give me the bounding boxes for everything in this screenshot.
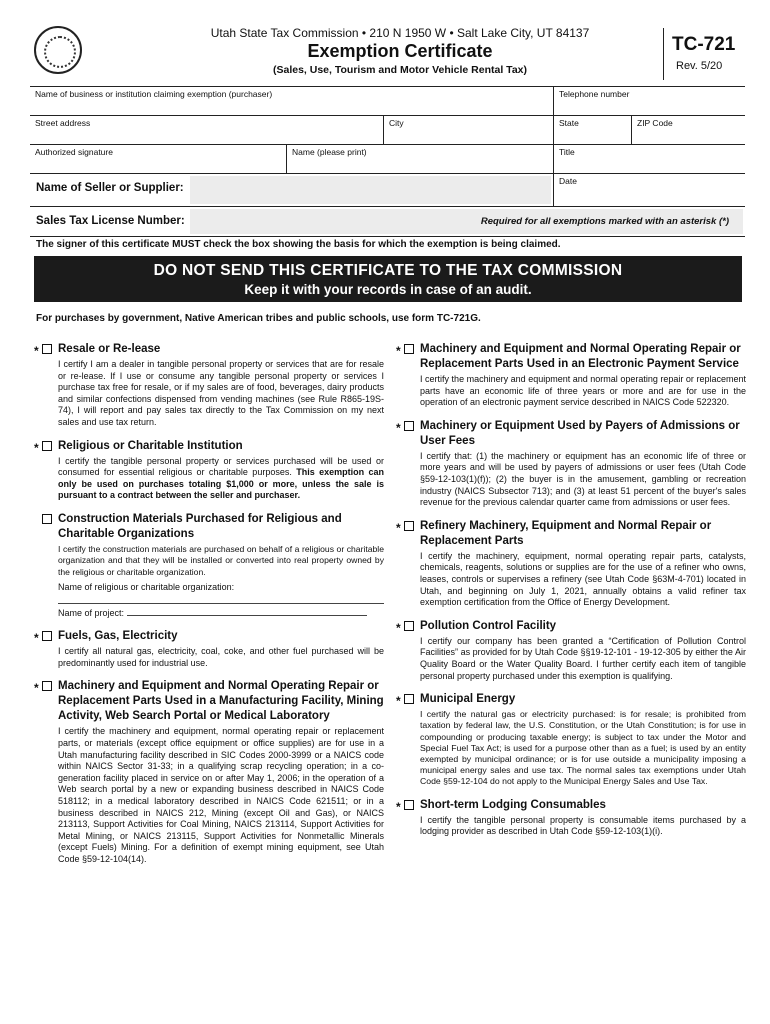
state-field[interactable]	[553, 116, 631, 144]
business-name-field[interactable]	[30, 87, 553, 115]
seller-input[interactable]	[190, 176, 551, 204]
date-field[interactable]	[553, 174, 745, 206]
title-field[interactable]	[553, 145, 745, 173]
exemption-title: Short-term Lodging Consumables	[420, 798, 606, 811]
asterisk-mark: *	[34, 631, 39, 646]
exemptions-right-column	[396, 342, 746, 848]
municipal-energy-checkbox[interactable]	[404, 694, 414, 704]
row-signature	[30, 145, 745, 174]
form-number: TC-721	[672, 34, 736, 55]
asterisk-mark: *	[34, 440, 39, 455]
exemption-lodging-consumables	[396, 798, 746, 838]
exemption-title: Pollution Control Facility	[420, 619, 557, 632]
do-not-send-banner	[34, 256, 742, 302]
license-field[interactable]	[30, 207, 745, 236]
exemption-resale	[34, 342, 384, 429]
title-label: Title	[559, 147, 575, 157]
religious-charitable-checkbox[interactable]	[42, 441, 52, 451]
city-label: City	[389, 118, 404, 128]
exemption-fuels	[34, 629, 384, 669]
exemption-admissions-user-fees	[396, 419, 746, 509]
exemption-title: Machinery and Equipment and Normal Operating Repair or Replacement Parts Used in an Electronic Payment Service	[420, 343, 741, 370]
construction-materials-checkbox[interactable]	[42, 514, 52, 524]
exemption-title: Refinery Machinery, Equipment and Normal Repair or Replacement Parts	[420, 519, 712, 547]
exemption-municipal-energy	[396, 692, 746, 787]
exemption-title: Machinery and Equipment and Normal Operating Repair or Replacement Parts Used in a Manufacturing Facility, Mining Activity, Web Search Portal or Medical Laboratory	[58, 680, 384, 723]
signature-field[interactable]	[30, 145, 286, 173]
print-name-field[interactable]	[286, 145, 553, 173]
required-note: Required for all exemptions marked with an asterisk (*)	[480, 216, 729, 227]
signer-instruction: The signer of this certificate MUST check the box showing the basis for which the exemption is being claimed.	[36, 239, 561, 250]
project-name-input[interactable]	[127, 608, 367, 616]
exemption-refinery	[396, 519, 746, 609]
telephone-label: Telephone number	[559, 89, 630, 99]
electronic-payment-checkbox[interactable]	[404, 344, 414, 354]
exemption-text: I certify the tangible personal property or services purchased will be used or consumed for essential religious or charitable purposes.	[58, 455, 384, 478]
resale-checkbox[interactable]	[42, 344, 52, 354]
asterisk-mark: *	[396, 420, 401, 435]
exemption-title: Construction Materials Purchased for Religious and Charitable Organizations	[58, 512, 342, 540]
pollution-control-checkbox[interactable]	[404, 621, 414, 631]
row-license	[30, 207, 745, 237]
exemption-text: I certify the natural gas or electricity purchased: is for resale; is prohibited from taxation by federal law, the U.S. Constitution, or the Utah Constitution; is for use in compounding or producing taxable energy; is subject to tax under the Motor and Special Fuel Tax Act; is used for a purpose other than as a fuel; is used by an entity exempted by municipal ordinance; or is for use outside a municipality imposing a municipal energy sales and use tax. The normal sales tax exemptions under Utah Code §59-12-104 do not apply to the Municipal Energy Sales and Use Tax.	[420, 709, 746, 787]
exemption-text-container	[58, 456, 384, 502]
manufacturing-equipment-checkbox[interactable]	[42, 681, 52, 691]
exemption-construction-materials	[34, 512, 384, 619]
license-label: Sales Tax License Number:	[36, 215, 185, 227]
exemption-text: I certify the machinery, equipment, normal operating repair parts, catalysts, chemicals, reagents, solutions or supplies are for the use of a refiner who owns, leases, controls or supervises a refinery (see Utah Code §63M-4-701) located in Utah, and beginning on July 1, 2021, annually obtains a valid refiner tax exemption certification from the Office of Energy Development.	[420, 550, 746, 608]
exemption-text: I certify our company has been granted a “Certification of Pollution Control Facilities” as provided for by Utah Code §§19-12-101 - 19-12-305 by either the Air Quality Board or the Water Quality Board. I further certify each item of tangible personal property purchased under this exemption is qualifying.	[420, 635, 746, 681]
banner-keep-records: Keep it with your records in case of an audit.	[244, 282, 532, 297]
print-name-label: Name (please print)	[292, 147, 367, 157]
asterisk-mark: *	[34, 681, 39, 696]
zip-field[interactable]	[631, 116, 745, 144]
organization-name-input[interactable]	[58, 595, 384, 604]
state-seal-icon	[34, 26, 82, 74]
asterisk-mark: *	[396, 620, 401, 635]
agency-address: Utah State Tax Commission • 210 N 1950 W • Salt Lake City, UT 84137	[210, 26, 590, 40]
asterisk-mark: *	[396, 694, 401, 709]
fuels-checkbox[interactable]	[42, 631, 52, 641]
form-header	[30, 22, 745, 86]
seller-field[interactable]	[30, 174, 553, 206]
exemption-title: Municipal Energy	[420, 693, 516, 706]
asterisk-mark: *	[396, 520, 401, 535]
exemption-text: I certify all natural gas, electricity, coal, coke, and other fuel purchased will be predominantly used for industrial use.	[58, 646, 384, 668]
exemption-electronic-payment	[396, 342, 746, 409]
lodging-consumables-checkbox[interactable]	[404, 800, 414, 810]
refinery-checkbox[interactable]	[404, 521, 414, 531]
organization-name-label: Name of religious or charitable organization:	[58, 582, 235, 593]
exemption-text: I certify the construction materials are purchased on behalf of a religious or charitable organization and that they will be installed or converted into real property owned by the religious or charitable organization.	[58, 543, 384, 577]
telephone-field[interactable]	[553, 87, 745, 115]
row-address	[30, 116, 745, 145]
exemption-text: I certify the tangible personal property is consumable items purchased by a lodging provider as described in Utah Code §59-12-103(1)(i).	[420, 814, 746, 837]
exemption-title: Resale or Re-lease	[58, 343, 161, 355]
exemption-text: I certify the machinery and equipment and normal operating repair or replacement parts have an economic life of three years or more and are for use in the operation of an electronic payment service described in NAICS Code 522320.	[420, 374, 746, 408]
street-field[interactable]	[30, 116, 383, 144]
date-label: Date	[559, 176, 577, 186]
exemption-title: Fuels, Gas, Electricity	[58, 630, 178, 643]
asterisk-mark: *	[396, 799, 401, 814]
business-name-label: Name of business or institution claiming exemption (purchaser)	[35, 89, 273, 99]
project-name-label: Name of project:	[58, 608, 125, 619]
exemptions-left-column	[34, 342, 384, 875]
form-revision: Rev. 5/20	[676, 60, 723, 72]
purchaser-info-grid	[30, 86, 745, 237]
exemption-title: Religious or Charitable Institution	[58, 439, 243, 452]
row-seller	[30, 174, 745, 207]
exemption-text-bold: This exemption can only be used on purchases totaling $1,000 or more, unless the sale is pursuant to a contract between the seller and purchaser.	[58, 467, 384, 501]
signature-label: Authorized signature	[35, 147, 113, 157]
row-business	[30, 87, 745, 116]
project-name-row	[58, 607, 384, 619]
asterisk-mark: *	[34, 344, 39, 358]
street-label: Street address	[35, 118, 91, 128]
exemption-title: Machinery or Equipment Used by Payers of Admissions or User Fees	[420, 419, 740, 447]
government-purchases-note: For purchases by government, Native American tribes and public schools, use form TC-721G.	[36, 313, 481, 324]
admissions-user-fees-checkbox[interactable]	[404, 421, 414, 431]
zip-label: ZIP Code	[637, 118, 673, 128]
seller-label: Name of Seller or Supplier:	[36, 182, 184, 194]
state-label: State	[559, 118, 579, 128]
banner-warning: DO NOT SEND THIS CERTIFICATE TO THE TAX COMMISSION	[153, 262, 623, 279]
exemption-text: I certify the machinery and equipment, normal operating repair or replacement parts, or materials (except office equipment or office supplies) are for use in a Utah manufacturing facility described in SIC Codes 2000-3999 or a NAICS code within NAICS Sector 31-33; in a qualifying scrap recycling operation; in a co-generation facility placed in service on or after May 1, 2006; in the operation of a Web search portal by a new or expanding business described in NAICS Code 518112; in a medical laboratory described in NAICS Code 621511; or in a business described in NAICS 212, Mining (except Oil and Gas), or NAICS 213113, Support Activities for Coal Mining, NAICS 213114, Support Activities for Metal Mining, or NAICS 213115, Support Activities for Nonmetallic Minerals (except Fuels) Mining. For a definition of exempt mining equipment, see Utah Code §59-12-104(14).	[58, 726, 384, 864]
exemption-text: I certify that: (1) the machinery or equipment has an economic life of three or more years and will be used by payers of admissions or user fees (Utah Code §59-12-103(1)(f)); (2) the buyer is in the amusement, gambling or recreation industry (NAICS Subsector 713); and (3) at least 51 percent of the buyer's sales revenue for the previous calendar quarter came from admissions or user fees.	[420, 450, 746, 508]
form-title: Exemption Certificate	[307, 41, 493, 61]
exemption-manufacturing-equipment	[34, 679, 384, 865]
city-field[interactable]	[383, 116, 553, 144]
asterisk-mark: *	[396, 344, 401, 358]
exemption-religious-charitable	[34, 439, 384, 502]
form-subtitle: (Sales, Use, Tourism and Motor Vehicle Rental Tax)	[272, 64, 527, 76]
form-number-box	[663, 28, 747, 80]
exemption-text: I certify I am a dealer in tangible personal property or services that are for resale or re-lease. If I use or consume any tangible personal property or services I purchase tax free for resale, or if my sales are of food, beverages, dairy products and similar confections dispensed from vending machines (see Rule R865-19S-74), I will report and pay sales tax directly to the Tax Commission on my next sales and use tax return.	[58, 359, 384, 427]
exemption-pollution-control	[396, 619, 746, 682]
